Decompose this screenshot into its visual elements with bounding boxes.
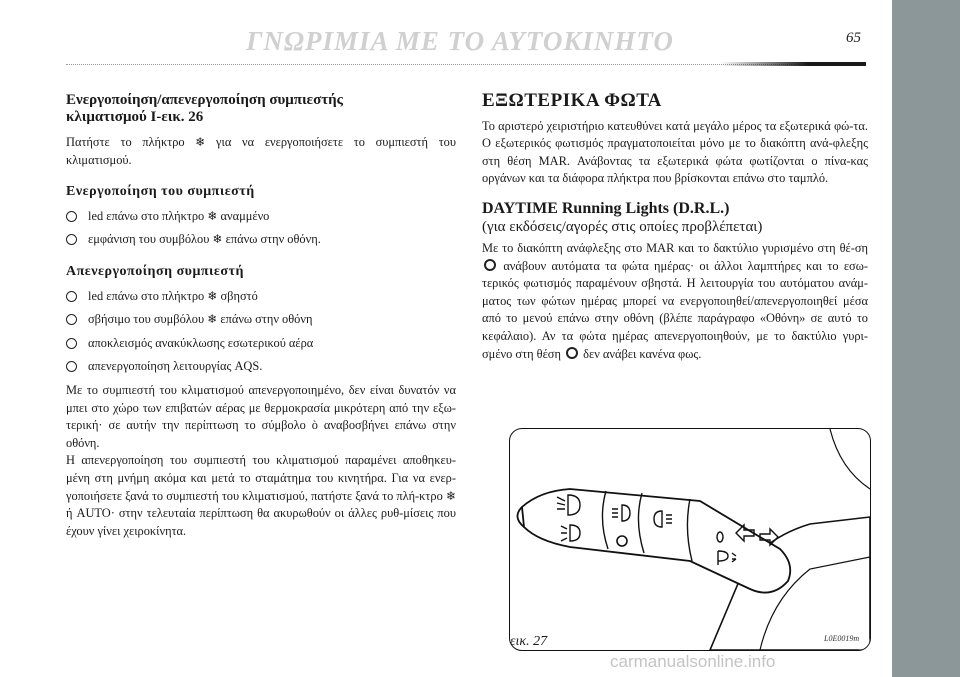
item-text: σβηστό bbox=[217, 288, 258, 303]
compressor-note-paragraph: Με το συμπιεστή του κλιματισμού απενεργοποιημένο, δεν είναι δυνατόν να μπει στο χώρο των επιβατών αέρας με θερμοκρασία μικρότερη από την εξω-τερική· σε αυτήν την περίπτωση το σύμβολο ò αναβοσβήνει επάνω στην οθόνη. bbox=[66, 382, 456, 450]
drl-text-c: δεν ανάβει κανένα φως. bbox=[580, 346, 702, 361]
bullet-circle-icon bbox=[66, 361, 77, 372]
snowflake-icon: ❄ bbox=[207, 312, 218, 327]
item-text: επάνω στην οθόνη bbox=[217, 312, 313, 327]
compressor-on-list bbox=[66, 208, 456, 249]
page-number: 65 bbox=[846, 30, 861, 46]
drl-paragraph bbox=[482, 240, 868, 363]
para-text-a: Η απενεργοποίηση του συμπιεστή του κλιματισμού παραμένει αποθηκευ-μένη στη μνήμη ακόμα και μετά το σταμάτημα του κινητήρα. Για να ενερ-γοποιήσετε ξανά το συμπιεστή του κλιματισμού, πατήστε ξανά το πλή-κτρο bbox=[66, 453, 456, 503]
header-solid-rule bbox=[720, 62, 866, 66]
right-column bbox=[482, 92, 868, 363]
running-header-title: ΓΝΩΡΙΜΙΑ ΜΕ ΤΟ ΑΥΤΟΚΙΝΗΤΟ bbox=[246, 26, 674, 56]
list-item bbox=[66, 335, 456, 353]
drl-text-b: ανάβουν αυτόματα τα φώτα ημέρας· οι άλλοι λαμπτήρες και το εσω-τερικός φωτισμός παραμένουν σβηστά. Η λειτουργία του αυτόματου ανάμ-ματος των φώτων ημέρας μπορεί να ενεργοποιηθεί/απενεργοποιηθεί μέσα από το μενού επάνω στην οθόνη (βλέπε παράγραφο «Οθόνη» σε αυτό το κεφάλαιο). Αν τα φώτα ημέρας απενεργοποιηθούν, με το δακτύλιο γυρι-σμένο στη θέση bbox=[482, 258, 868, 361]
para-text-b: ή AUTO· στην τελευταία περίπτωση θα ακυρωθούν οι άλλες ρυθ-μίσεις που έχουν γίνει χειροκίνητα. bbox=[66, 506, 456, 538]
bullet-circle-icon bbox=[66, 234, 77, 245]
compressor-off-list bbox=[66, 288, 456, 376]
compressor-memory-paragraph bbox=[66, 452, 456, 540]
left-column bbox=[66, 92, 456, 540]
item-text: led επάνω στο πλήκτρο bbox=[88, 288, 208, 303]
site-watermark: carmanualsonline.info bbox=[610, 652, 776, 671]
ring-o-position-icon bbox=[484, 259, 496, 271]
snowflake-icon: ❄ bbox=[207, 288, 218, 303]
list-item bbox=[66, 208, 456, 226]
ring-o-position-icon bbox=[566, 347, 578, 359]
item-text: επάνω στην οθόνη. bbox=[222, 232, 321, 247]
drl-heading: DAYTIME Running Lights (D.R.L.) bbox=[482, 199, 730, 217]
snowflake-icon: ❄ bbox=[207, 208, 218, 223]
compressor-intro bbox=[66, 134, 456, 169]
list-item bbox=[66, 231, 456, 249]
list-item bbox=[66, 288, 456, 306]
bullet-circle-icon bbox=[66, 211, 77, 222]
exterior-lights-intro: Το αριστερό χειριστήριο κατευθύνει κατά μεγάλο μέρος τα εξωτερικά φώ-τα. Ο εξωτερικός φωτισμός πραγματοποιείται μόνο με το διακόπτη ανά-φλεξης στη θέση MAR. Ανάβοντας τα εξωτερικά φώτα φωτίζονται ο πίνα-κας οργάνων και τα διάφορα πλήκτρα που βρίσκονται επάνω στο ταμπλό. bbox=[482, 118, 868, 186]
compressor-heading bbox=[66, 92, 456, 126]
compressor-off-heading: Απενεργοποίηση συμπιεστή bbox=[66, 263, 244, 279]
item-text: σβήσιμο του συμβόλου bbox=[88, 312, 208, 327]
figure-code: L0E0019m bbox=[824, 634, 860, 643]
item-text: απενεργοποίηση λειτουργίας AQS. bbox=[88, 359, 263, 374]
stalk-figure bbox=[509, 428, 871, 651]
list-item bbox=[66, 358, 456, 376]
bullet-circle-icon bbox=[66, 338, 77, 349]
exterior-lights-title: ΕΞΩΤΕΡΙΚΑ ΦΩΤΑ bbox=[482, 90, 662, 111]
intro-text-a: Πατήστε το πλήκτρο bbox=[66, 135, 196, 149]
figure-caption: εικ. 27 bbox=[510, 634, 548, 649]
item-text: αποκλεισμός ανακύκλωσης εσωτερικού αέρα bbox=[88, 335, 314, 350]
item-text: εμφάνιση του συμβόλου bbox=[88, 232, 213, 247]
drl-text-a: Με το διακόπτη ανάφλεξης στο MAR και το δακτύλιο γυρισμένο στη θέ-ση bbox=[482, 240, 868, 255]
bullet-circle-icon bbox=[66, 291, 77, 302]
compressor-on-heading: Ενεργοποίηση του συμπιεστή bbox=[66, 184, 255, 200]
snowflake-icon: ❄ bbox=[212, 232, 223, 247]
bullet-circle-icon bbox=[66, 314, 77, 325]
compressor-heading-line2: κλιματισμού I-εικ. 26 bbox=[66, 109, 204, 125]
light-stalk-illustration bbox=[510, 429, 870, 650]
list-item bbox=[66, 311, 456, 329]
snowflake-icon: ❄ bbox=[445, 488, 456, 503]
item-text: αναμμένο bbox=[217, 208, 270, 223]
page-side-strip bbox=[892, 0, 960, 677]
intro-text-b: για να ενεργοποιήσετε το συμπιεστή του κλιματισμού. bbox=[66, 135, 457, 167]
snowflake-icon: ❄ bbox=[195, 135, 206, 149]
item-text: led επάνω στο πλήκτρο bbox=[88, 208, 208, 223]
compressor-heading-line1: Ενεργοποίηση/απενεργοποίηση συμπιεστής bbox=[66, 92, 344, 108]
drl-subheading: (για εκδόσεις/αγορές στις οποίες προβλέπεται) bbox=[482, 218, 763, 235]
